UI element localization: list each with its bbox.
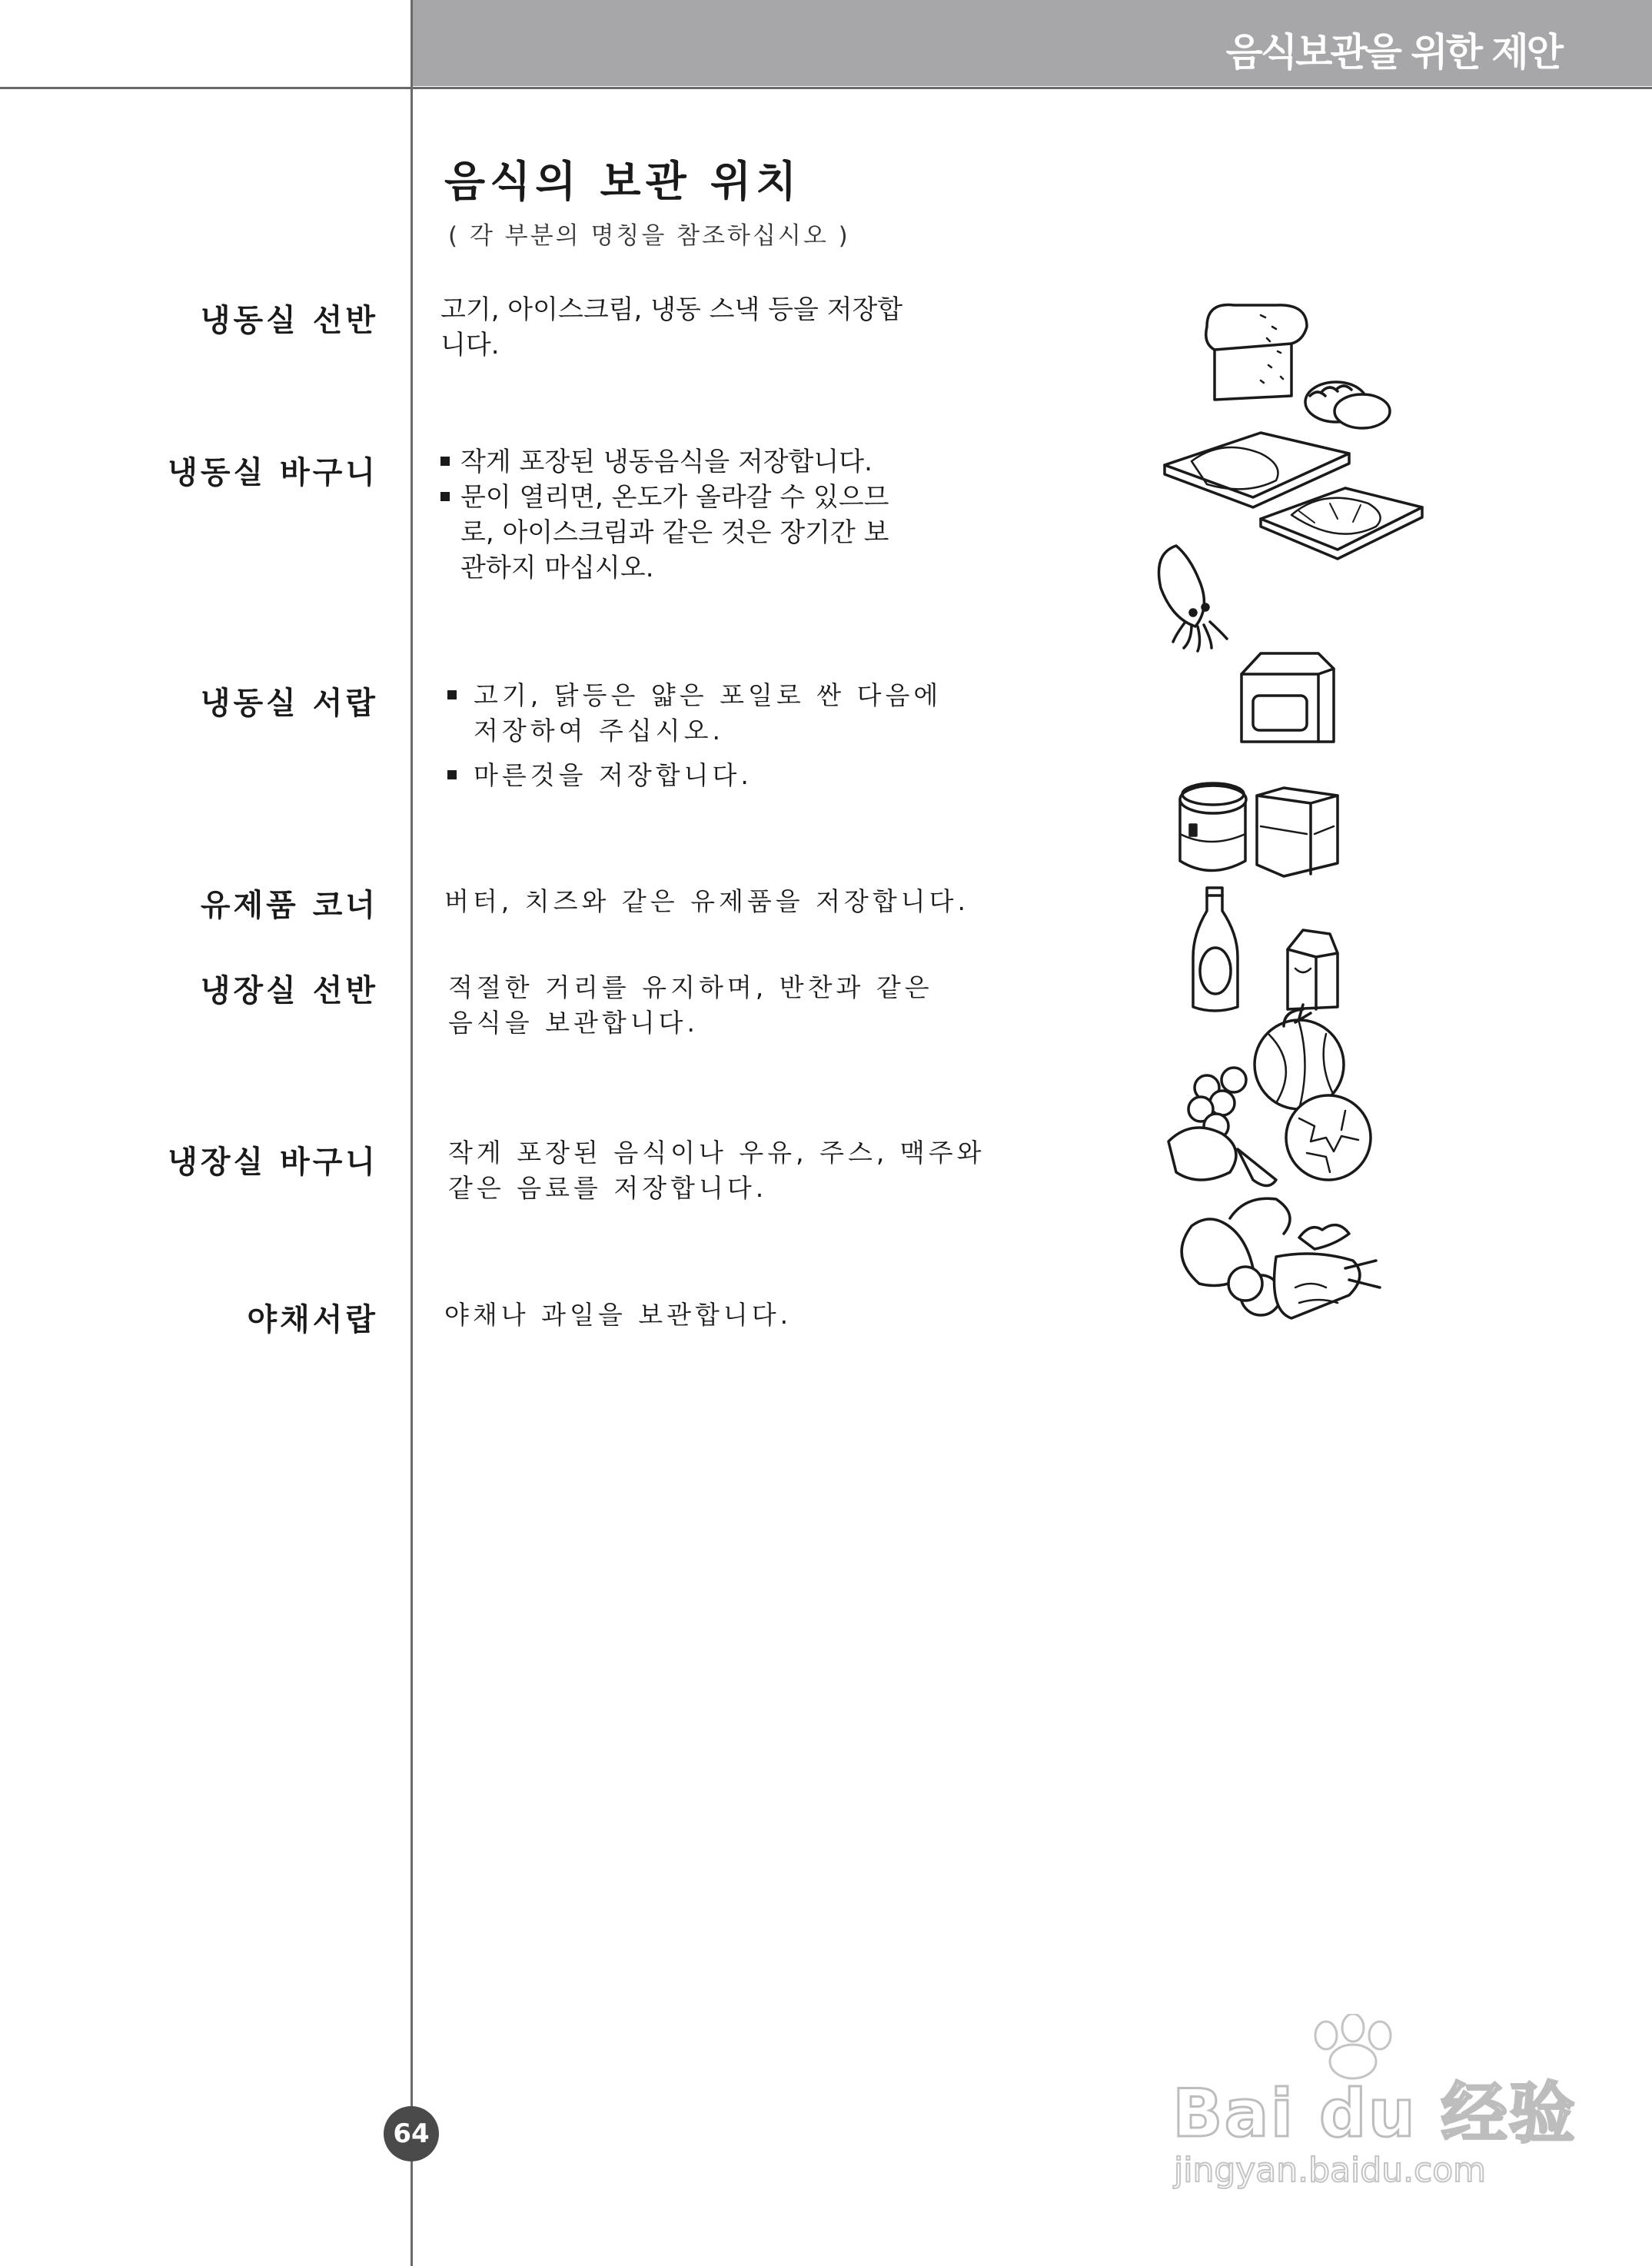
bullet-continuation: 로, 아이스크림과 같은 것은 장기간 보 (460, 517, 889, 548)
section-label-vegetable-drawer: 야채서랍 (247, 1302, 378, 1337)
section-body-vegetable-drawer (444, 1297, 1029, 1333)
watermark (1172, 2014, 1577, 2190)
food-illustrations (1145, 296, 1453, 1330)
body-line: 버터, 치즈와 같은 유제품을 저장합니다. (444, 886, 969, 916)
page-number: 64 (384, 2106, 439, 2161)
section-body-freezer-basket (440, 444, 1025, 586)
milk-carton-icon (1288, 930, 1338, 1009)
container-icon (1180, 783, 1338, 876)
section-body-fridge-basket (448, 1135, 1032, 1206)
body-line: 작게 포장된 음식이나 우유, 주스, 맥주와 (448, 1138, 986, 1168)
bullet-square-icon (440, 457, 450, 466)
section-label-dairy-corner: 유제품 코너 (200, 888, 378, 923)
bullet-item: 고기, 닭등은 얇은 포일로 싼 다음에 (444, 678, 1029, 713)
fruit-icon (1168, 1005, 1371, 1186)
body-line: 음식을 보관합니다. (448, 1008, 700, 1038)
watermark-url: jingyan.baidu.com (1174, 2151, 1487, 2190)
bread-icon (1206, 305, 1390, 428)
bullet-square-icon (447, 770, 457, 779)
section-label-fridge-shelf: 냉장실 선반 (200, 973, 378, 1008)
section-body-dairy-corner (444, 884, 1029, 919)
margin-rule (411, 0, 413, 2266)
vegetable-icon (1182, 1198, 1380, 1318)
frozen-food-pack-icon (1165, 433, 1422, 559)
body-line: 고기, 아이스크림, 냉동 스낵 등을 저장합 (440, 294, 903, 325)
bullet-continuation: 저장하여 주십시오. (474, 716, 725, 746)
body-line: 적절한 거리를 유지하며, 반찬과 같은 (448, 972, 933, 1002)
bullet-item: 작게 포장된 냉동음식을 저장합니다. (440, 444, 1025, 480)
bullet-square-icon (447, 690, 457, 699)
body-line: 니다. (440, 330, 500, 360)
squid-icon (1159, 546, 1228, 651)
bullet-item: 문이 열리면, 온도가 올라갈 수 있으므 (440, 480, 1025, 515)
section-label-freezer-drawer: 냉동실 서랍 (200, 686, 378, 721)
watermark-brand: Bai du 经验 (1172, 2075, 1577, 2152)
body-line: 같은 음료를 저장합니다. (448, 1173, 768, 1203)
body-line: 야채나 과일을 보관합니다. (444, 1300, 793, 1330)
page-header-title: 음식보관을 위한 제안 (1225, 30, 1561, 75)
section-label-freezer-shelf: 냉동실 선반 (200, 303, 378, 338)
section-body-freezer-shelf (440, 292, 1025, 363)
bottle-icon (1193, 888, 1238, 1011)
section-body-freezer-drawer (444, 678, 1029, 793)
header-bar (412, 0, 1652, 86)
bullet-item: 마른것을 저장합니다. (444, 758, 1029, 793)
section-body-fridge-shelf (448, 970, 1032, 1041)
bullet-continuation: 관하지 마십시오. (460, 553, 654, 583)
box-icon (1241, 653, 1334, 742)
page-title: 음식의 보관 위치 (444, 157, 802, 206)
header-rule (0, 87, 1652, 89)
section-label-fridge-basket: 냉장실 바구니 (168, 1145, 378, 1180)
page-subtitle: ( 각 부분의 명칭을 참조하십시오 ) (448, 222, 850, 250)
bullet-square-icon (440, 492, 450, 501)
section-label-freezer-basket: 냉동실 바구니 (168, 455, 378, 490)
